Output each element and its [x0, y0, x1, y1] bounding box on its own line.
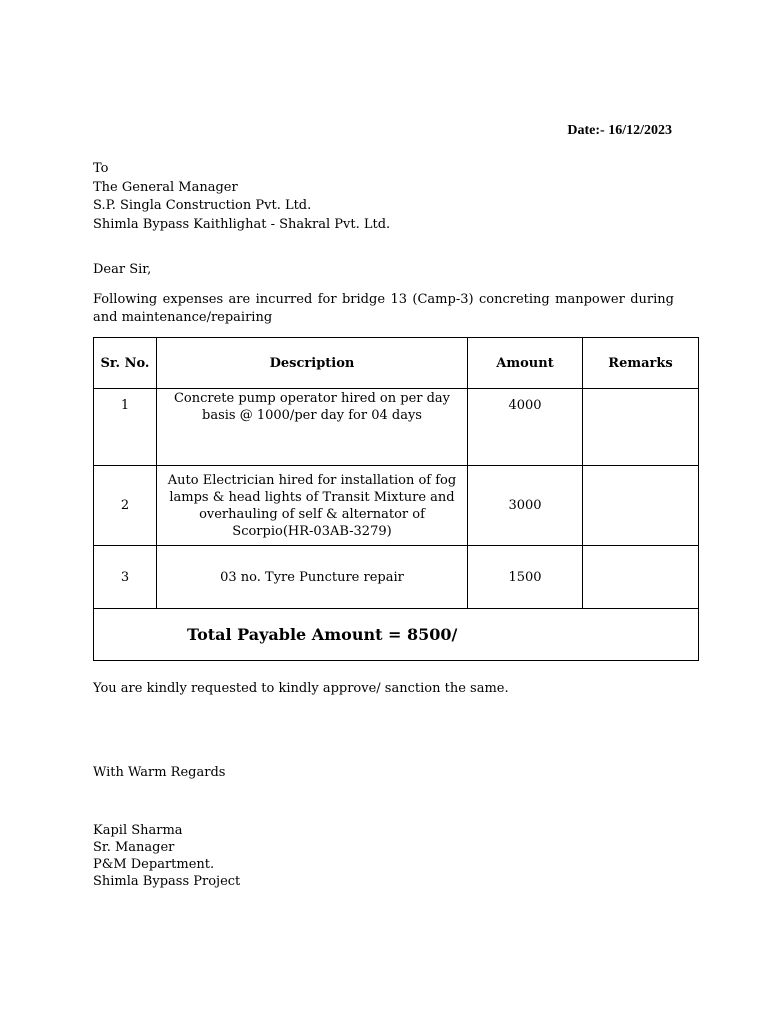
table-row	[94, 389, 699, 466]
intro-paragraph: Following expenses are incurred for bridge 13 (Camp-3) concreting manpower during and maintenance/repairing	[93, 292, 674, 325]
recipient-line: S.P. Singla Construction Pvt. Ltd.	[93, 198, 312, 213]
table-row	[94, 466, 699, 546]
total-row	[94, 609, 699, 661]
cell-amount: 4000	[468, 389, 583, 466]
signatory-title: Sr. Manager	[93, 840, 175, 855]
total-payable-amount: Total Payable Amount = 8500/	[187, 625, 458, 644]
cell-description: Concrete pump operator hired on per day basis @ 1000/per day for 04 days	[157, 389, 468, 466]
cell-description: 03 no. Tyre Puncture repair	[157, 546, 468, 609]
cell-sr-no: 3	[94, 546, 157, 609]
header-sr-no: Sr. No.	[94, 338, 157, 389]
salutation: Dear Sir,	[93, 262, 152, 277]
expenses-table	[93, 337, 699, 661]
cell-description: Auto Electrician hired for installation of fog lamps & head lights of Transit Mixture and overhauling of self & alternator of Scorpio(HR-03AB-3279)	[157, 466, 468, 546]
cell-sr-no: 1	[94, 389, 157, 466]
signatory-project: Shimla Bypass Project	[93, 874, 241, 889]
header-remarks: Remarks	[583, 338, 699, 389]
request-line: You are kindly requested to kindly approve/ sanction the same.	[93, 681, 509, 696]
cell-sr-no: 2	[94, 466, 157, 546]
total-cell	[94, 609, 699, 661]
cell-amount: 3000	[468, 466, 583, 546]
header-amount: Amount	[468, 338, 583, 389]
header-description: Description	[157, 338, 468, 389]
signatory-name: Kapil Sharma	[93, 823, 183, 838]
closing-regards: With Warm Regards	[93, 765, 226, 780]
table-row	[94, 546, 699, 609]
letter-date: Date:- 16/12/2023	[567, 123, 672, 138]
cell-remarks	[583, 389, 699, 466]
cell-amount: 1500	[468, 546, 583, 609]
cell-remarks	[583, 546, 699, 609]
recipient-line: Shimla Bypass Kaithlighat - Shakral Pvt. Ltd.	[93, 216, 391, 232]
recipient-to: To	[93, 161, 109, 176]
signatory-department: P&M Department.	[93, 857, 215, 872]
signature-block	[93, 822, 240, 890]
recipient-line: The General Manager	[93, 179, 238, 195]
cell-remarks	[583, 466, 699, 546]
recipient-address	[93, 160, 390, 234]
table-header-row	[94, 338, 699, 389]
